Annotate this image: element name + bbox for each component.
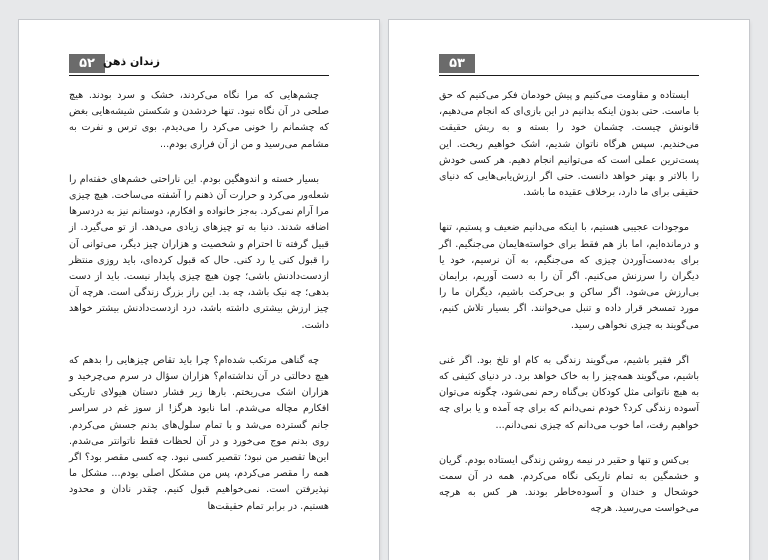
page-body <box>69 88 329 534</box>
paragraph: چشم‌هایی که مرا نگاه می‌کردند، خشک و سرد بودند. هیچ صلحی در آن نگاه نبود. تنها خردشدن و شکستن شیشه‌هایی بغض که چشمانم را خونی می‌کرد را می‌دیدم. بوی ترس و نفرت به مشامم می‌رسید و من از آن فراری بودم... <box>69 90 329 150</box>
left-page <box>19 20 379 560</box>
right-page <box>389 20 749 560</box>
paragraph: چه گناهی مرتکب شده‌ام؟ چرا باید تقاص چیزهایی را بدهم که هیچ دخالتی در آن نداشته‌ام؟ هزاران سؤال در سرم می‌چرخید و هزاران اشک می‌ریختم. بارها زیر فشار دستان هیولای تاریکی افکارم مچاله می‌شدم. اما نابود هرگز! از سوز غم در سراسر جانم گسترده می‌شد و با تمام سلول‌های بدنم جسش می‌کردم. روی بدنم موج می‌خورد و در آن لحظات فقط ناتوانتر می‌شدم. این‌ها تقصیر من نبود؛ تقصیر کسی نبود. چه کسی مقصر بود؟ اگر همه را مقصر می‌کردم، پس من مشکل اصلی بودم... مشکل ما نپذیرفتن است. نمی‌خواهیم قبول کنیم. چقدر نادان و محدود هستیم. در برابر تمام حقیقت‌ها <box>69 354 329 512</box>
paragraph: بی‌کس و تنها و حقیر در نیمه روشن زندگی ایستاده بودم. گریان و خشمگین به تمام تاریکی نگاه می‌کردم. همه در آن سمت خوشحال و خندان و آسوده‌خاطر بودند. هر کس به هرچه می‌خواست می‌رسید. هرچه <box>439 454 699 515</box>
page-number: ۵۳ <box>439 54 475 73</box>
page-header <box>439 53 699 76</box>
page-header <box>69 53 329 76</box>
paragraph: ایستاده و مقاومت می‌کنیم و پیش خودمان فکر می‌کنیم که حق با ماست. حتی بدون اینکه بدانیم در این بازی‌ای که انجام می‌دهیم، قانونش چیست. چشمان خود را بسته و به ریش حقیقت می‌خندیم. سپس هرگاه ناتوان شدیم، اشک خواهیم ریخت. این پست‌ترین عملی است که می‌توانیم انجام دهیم. هر کسی خودش را بالاتر و بهتر خواهد دانست. حتی اگر ارزش‌یابی‌هایی که دنیای حقیقی برای ما دارد، برخلاف عقیده ما باشد. <box>439 90 699 199</box>
page-number: ۵۲ <box>69 54 105 73</box>
running-title: زندان ذهن <box>103 55 160 68</box>
paragraph: بسیار خسته و اندوهگین بودم. این ناراحتی خشم‌های خفته‌ام را شعله‌ور می‌کرد و حرارت آن ذهنم را آشفته می‌ساخت. هیچ چیزی مرا آرام نمی‌کرد. به‌جز خانواده و افکارم، دوستانم نیز به دردسرها اضافه شدند. دنیا به تو چیزهای زیادی می‌دهد. از تو می‌گیرد. از قبیل گرفته تا احترام و شخصیت و هزاران چیز دیگر، می‌توانی آن را قبول کنی یا رد کنی. حال که قبول کرده‌ای، باید روزی منتظر ازدست‌دادنش باشی؛ چون هیچ چیزی پایدار نیست. باید از دست بدهی؛ چه نیک باشد، چه بد. این راز بزرگ زندگی است. هرچه آن چیز ارزش بیشتری داشته باشد، درد ازدست‌دادنش بیشتر خواهد داشت. <box>69 173 329 331</box>
page-body <box>439 88 699 537</box>
paragraph: موجودات عجیبی هستیم، با اینکه می‌دانیم ضعیف و پستیم، تنها و درمانده‌ایم، اما باز هم فقط برای خواسته‌هایمان می‌جنگیم. اگر برای به‌دست‌آوردن چیزی که می‌جنگیم، به آن نرسیم، خود یا دیگران را سرزنش می‌کنیم. اگر آن را به دست آوریم، برایمان بی‌ارزش می‌شود. اگر ساکن و بی‌حرکت باشیم، دیگران ما را مورد تمسخر قرار داده و تنبل می‌خوانند. اگر بسیار تلاش کنیم، می‌گویند به چیزی نخواهی رسید. <box>439 222 699 331</box>
paragraph: اگر فقیر باشیم، می‌گویند زندگی به کام او تلخ بود. اگر غنی باشیم، می‌گویند همه‌چیز را به خاک خواهد برد. در دنیای کثیفی که به هیچ ناتوانی مثل کودکان بی‌گناه رحم نمی‌شود، چگونه می‌توان آسوده زندگی کرد؟ خودم نمی‌دانم که برای چه آمده و یا برای چه خواهیم رفت، اما خوب می‌دانم که چیزی نمی‌دانم... <box>439 354 699 431</box>
